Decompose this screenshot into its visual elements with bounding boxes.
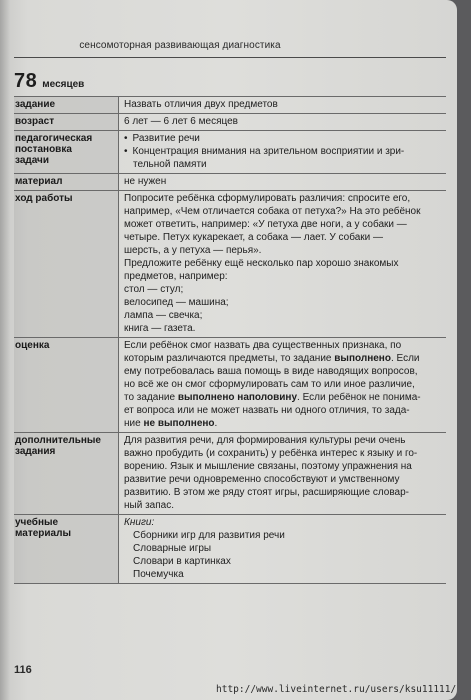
row-label: оценка [14, 338, 118, 432]
materials-heading: Книги: [124, 517, 155, 528]
row-goals [14, 130, 446, 173]
row-label: задание [14, 97, 118, 113]
extra-line: развитию. В этом же ряду стоят игры, расширяющие словар- [124, 487, 409, 498]
procedure-line: предметов, например: [124, 271, 228, 282]
row-value [118, 515, 446, 583]
goals-label-line: постановка [15, 144, 72, 155]
extra-label-line: задания [15, 446, 56, 457]
row-task [14, 96, 446, 113]
procedure-line: может ответить, например: «У петуха две ноги, а у собаки — [124, 219, 407, 230]
assessment-line: но всё же он смог сформулировать сам то или иное различие, [124, 379, 415, 390]
goal-item: • Концентрация внимания на зрительном восприятии и зри- [124, 145, 444, 158]
procedure-line: например, «Чем отличается собака от петуха?» На это ребёнок [124, 206, 421, 217]
row-label: материал [14, 174, 118, 190]
materials-label-line: учебные [15, 517, 59, 528]
row-material [14, 173, 446, 190]
extra-line: развитие речи одновременно способствуют и умственному [124, 474, 400, 485]
assessment-text: которым различаются предметы, то задание [124, 353, 335, 364]
row-label: возраст [14, 114, 118, 130]
assessment-line: Если ребёнок смог назвать два существенных признака, по [124, 340, 402, 351]
procedure-line: Предложите ребёнку ещё несколько пар хорошо знакомых [124, 258, 399, 269]
goal-item-continued: тельной памяти [133, 159, 207, 170]
assessment-text: . Если [390, 353, 420, 364]
extra-line: Для развития речи, для формирования культуры речи очень [124, 435, 406, 446]
age-number: 78 [14, 70, 38, 92]
procedure-line: велосипед — машина; [124, 297, 229, 308]
row-label [14, 515, 118, 583]
row-materials [14, 514, 446, 584]
procedure-line: шерсть, а у петуха — перья». [124, 245, 262, 256]
materials-item: Сборники игр для развития речи [133, 530, 285, 541]
goals-label-line: задачи [15, 155, 50, 166]
row-value [118, 338, 446, 432]
materials-item: Почемучка [133, 569, 184, 580]
spine-shadow [0, 0, 10, 700]
age-heading [14, 70, 84, 93]
assessment-text: то задание [124, 392, 178, 403]
activity-table [14, 96, 446, 584]
row-value [118, 131, 446, 173]
procedure-line: стол — стул; [124, 284, 184, 295]
extra-line: ный запас. [124, 500, 174, 511]
material-text: не нужен [124, 176, 167, 187]
header-rule [14, 57, 446, 58]
extra-line: важно пробудить (и сохранить) у ребёнка интерес к языку и го- [124, 448, 418, 459]
row-assessment [14, 337, 446, 432]
assessment-line [124, 352, 444, 365]
procedure-line: лампа — свечка; [124, 310, 203, 321]
materials-item: Словари в картинках [133, 556, 231, 567]
assessment-bold: выполнено [334, 353, 391, 364]
assessment-text: ние [124, 418, 144, 429]
row-label [14, 131, 118, 173]
watermark-url: http://www.liveinternet.ru/users/ksu11111/ [216, 684, 457, 695]
assessment-bold: выполнено наполовину [177, 392, 298, 403]
assessment-line [124, 391, 444, 404]
row-value [118, 114, 446, 130]
row-label [14, 433, 118, 514]
task-text: Назвать отличия двух предметов [124, 99, 278, 110]
age-unit: месяцев [42, 79, 85, 90]
assessment-text: . Если ребёнок не понима- [297, 392, 421, 403]
procedure-line: книга — газета. [124, 323, 196, 334]
assessment-text: . [214, 418, 218, 429]
procedure-line: Попросите ребёнка сформулировать различия: спросите его, [124, 193, 411, 204]
goals-label-line: педагогическая [15, 133, 93, 144]
row-value [118, 433, 446, 514]
extra-line: ворению. Язык и мышление связаны, поэтому упражнения на [124, 461, 412, 472]
age-range-text: 6 лет — 6 лет 6 месяцев [124, 116, 238, 127]
extra-label-line: дополнительные [15, 435, 101, 446]
row-value [118, 191, 446, 337]
row-age [14, 113, 446, 130]
goal-item: • Развитие речи [124, 132, 444, 145]
assessment-line: ему потребовалась ваша помощь в виде наводящих вопросов, [124, 366, 418, 377]
materials-label-line: материалы [15, 528, 71, 539]
row-extra-tasks [14, 432, 446, 514]
row-value [118, 97, 446, 113]
assessment-bold: не выполнено [143, 418, 215, 429]
assessment-line: ет вопроса или не может назвать ни одного отличия, то зада- [124, 405, 410, 416]
procedure-line: четыре. Петух кукарекает, а собака — лает. У собаки — [124, 232, 383, 243]
page-number: 116 [14, 664, 32, 676]
row-value [118, 174, 446, 190]
assessment-line [124, 417, 444, 430]
row-procedure [14, 190, 446, 337]
row-label: ход работы [14, 191, 118, 337]
materials-item: Словарные игры [133, 543, 212, 554]
running-header: сенсомоторная развивающая диагностика [79, 40, 281, 51]
